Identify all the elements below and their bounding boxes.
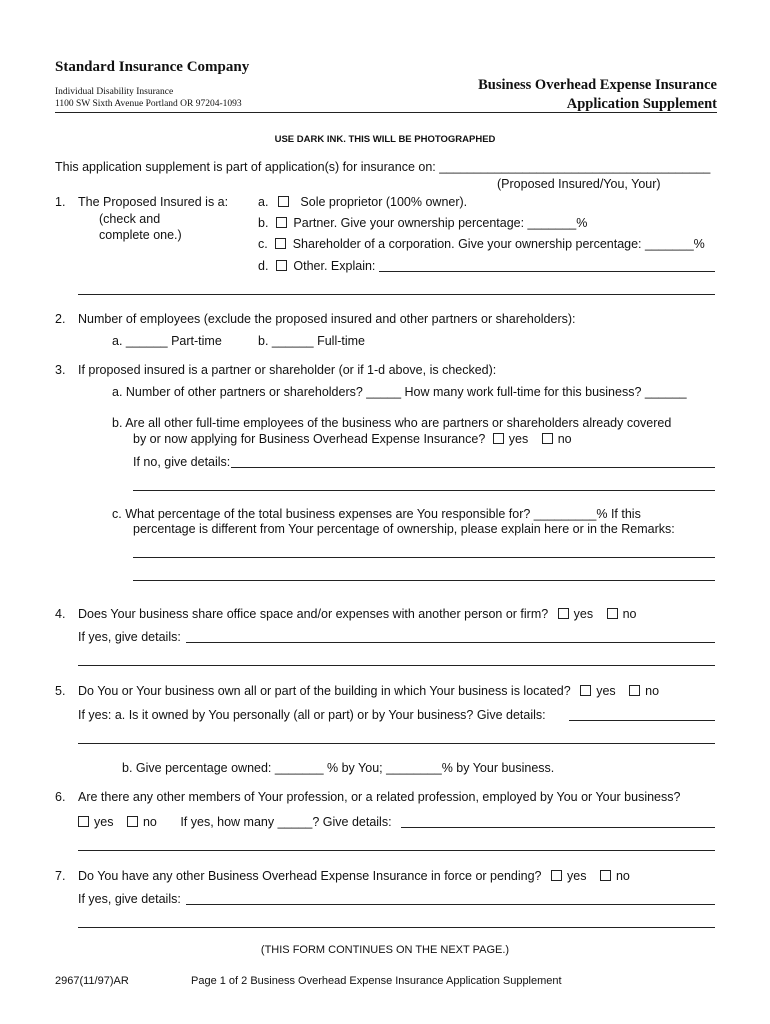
q3-b-text: by or now applying for Business Overhead Expense Insurance? xyxy=(133,432,486,446)
q5-yes-label: yes xyxy=(596,684,616,698)
q4-no-label: no xyxy=(622,607,637,621)
q2-part-time[interactable]: a. ______ Part-time xyxy=(112,334,222,348)
q4-line xyxy=(78,607,637,621)
q6-yes-label: yes xyxy=(94,815,114,829)
q7-text: Do You have any other Business Overhead Expense Insurance in force or pending? xyxy=(78,869,542,883)
checkbox-q5-no[interactable] xyxy=(629,685,640,696)
intro-text: This application supplement is part of application(s) for insurance on: _______________________________________ xyxy=(55,160,711,174)
company-address: 1100 SW Sixth Avenue Portland OR 97204-1093 xyxy=(55,99,242,109)
q3-c-explain-line2[interactable] xyxy=(133,580,715,581)
q5-no-label: no xyxy=(645,684,660,698)
q3-a[interactable]: a. Number of other partners or shareholders? _____ How many work full-time for this business? ______ xyxy=(112,385,687,399)
checkbox-q6-yes[interactable] xyxy=(78,816,89,827)
q1-d-letter: d. xyxy=(258,259,269,273)
checkbox-q4-yes[interactable] xyxy=(558,608,569,619)
checkbox-q7-yes[interactable] xyxy=(551,870,562,881)
q1-b-letter: b. xyxy=(258,216,269,230)
q3-c-line2: percentage is different from Your percentage of ownership, please explain here or in the Remarks: xyxy=(133,522,675,536)
q7-yes-label: yes xyxy=(567,869,587,883)
q1-option-d[interactable] xyxy=(258,259,375,273)
checkbox-q1-d[interactable] xyxy=(276,260,287,271)
q3-b-details-line2[interactable] xyxy=(133,490,715,491)
q1-b-label: Partner. Give your ownership percentage: _______% xyxy=(293,216,588,230)
q1-c-label: Shareholder of a corporation. Give your ownership percentage: _______% xyxy=(292,237,705,251)
q4-yes-label: yes xyxy=(573,607,594,621)
form-title-line1: Business Overhead Expense Insurance xyxy=(478,77,717,93)
company-name: Standard Insurance Company xyxy=(55,59,250,75)
q5-b[interactable]: b. Give percentage owned: _______ % by You; ________% by Your business. xyxy=(122,761,555,775)
checkbox-q7-no[interactable] xyxy=(600,870,611,881)
intro-sub: (Proposed Insured/You, Your) xyxy=(497,177,661,191)
q6-details-field[interactable] xyxy=(401,827,715,828)
q5-a: If yes: a. Is it owned by You personally (all or part) or by Your business? Give details: xyxy=(78,708,546,722)
q5-line xyxy=(78,684,659,698)
q1-hint1: (check and xyxy=(99,212,161,226)
q2-full-time[interactable]: b. ______ Full-time xyxy=(258,334,366,348)
checkbox-q1-a[interactable] xyxy=(278,196,289,207)
q1-number: 1. xyxy=(55,195,66,209)
q1-option-b[interactable] xyxy=(258,216,587,230)
q1-option-a[interactable] xyxy=(258,195,467,209)
continues-notice: (THIS FORM CONTINUES ON THE NEXT PAGE.) xyxy=(260,944,510,956)
q4-details-line2[interactable] xyxy=(78,665,715,666)
q1-d-explain-field[interactable] xyxy=(379,271,715,272)
ink-notice: USE DARK INK. THIS WILL BE PHOTOGRAPHED xyxy=(274,134,496,145)
q7-no-label: no xyxy=(615,869,630,883)
q3-yes-label: yes xyxy=(508,432,529,446)
q1-a-label: Sole proprietor (100% owner). xyxy=(300,195,468,209)
checkbox-q3-yes[interactable] xyxy=(493,433,504,444)
q7-details-label: If yes, give details: xyxy=(78,892,181,906)
q6-no-label: no xyxy=(142,815,157,829)
checkbox-q6-no[interactable] xyxy=(127,816,138,827)
q2-text: Number of employees (exclude the proposed insured and other partners or shareholders): xyxy=(78,312,576,326)
page-footer: Page 1 of 2 Business Overhead Expense Insurance Application Supplement xyxy=(191,975,562,987)
checkbox-q4-no[interactable] xyxy=(607,608,618,619)
q3-b-details-label: If no, give details: xyxy=(133,455,231,469)
q6-text: Are there any other members of Your profession, or a related profession, employed by You or Your business? xyxy=(78,790,681,804)
q6-number: 6. xyxy=(55,790,66,804)
q6-answer-line xyxy=(78,815,392,829)
q5-a-details-field[interactable] xyxy=(569,720,715,721)
q3-no-label: no xyxy=(557,432,572,446)
q4-details-label: If yes, give details: xyxy=(78,630,181,644)
q6-how-many[interactable]: If yes, how many _____? Give details: xyxy=(180,815,392,829)
q1-c-letter: c. xyxy=(258,237,268,251)
q7-number: 7. xyxy=(55,869,66,883)
q6-details-line2[interactable] xyxy=(78,850,715,851)
q4-number: 4. xyxy=(55,607,66,621)
q2-number: 2. xyxy=(55,312,66,326)
q1-hint2: complete one.) xyxy=(99,228,182,242)
q3-number: 3. xyxy=(55,363,66,377)
q7-details-line2[interactable] xyxy=(78,927,715,928)
checkbox-q1-c[interactable] xyxy=(275,238,286,249)
form-number: 2967(11/97)AR xyxy=(55,975,129,987)
q4-details-field[interactable] xyxy=(186,642,715,643)
q1-a-letter: a. xyxy=(258,195,269,209)
checkbox-q3-no[interactable] xyxy=(542,433,553,444)
q1-d-label: Other. Explain: xyxy=(293,259,376,273)
q4-text: Does Your business share office space and/or expenses with another person or firm? xyxy=(78,607,549,621)
header-divider xyxy=(55,112,717,113)
checkbox-q5-yes[interactable] xyxy=(580,685,591,696)
q7-line xyxy=(78,869,630,883)
q3-c-line1: c. What percentage of the total business expenses are You responsible for? _________% If this xyxy=(112,507,641,521)
q3-text: If proposed insured is a partner or shareholder (or if 1-d above, is checked): xyxy=(78,363,497,377)
form-title-line2: Application Supplement xyxy=(566,96,717,112)
division-name: Individual Disability Insurance xyxy=(55,87,174,97)
q3-c-explain-line1[interactable] xyxy=(133,557,715,558)
q1-label: The Proposed Insured is a: xyxy=(78,195,229,209)
q5-number: 5. xyxy=(55,684,66,698)
q1-option-c[interactable] xyxy=(258,237,705,251)
q1-explain-line2[interactable] xyxy=(78,294,715,295)
checkbox-q1-b[interactable] xyxy=(276,217,287,228)
q3-b-line2 xyxy=(133,432,572,446)
q7-details-field[interactable] xyxy=(186,904,715,905)
q5-text: Do You or Your business own all or part of the building in which Your business is located? xyxy=(78,684,571,698)
q3-b-line1: b. Are all other full-time employees of the business who are partners or shareholders already covered xyxy=(112,416,672,430)
q3-b-details-field[interactable] xyxy=(231,467,715,468)
q5-a-details-line2[interactable] xyxy=(78,743,715,744)
